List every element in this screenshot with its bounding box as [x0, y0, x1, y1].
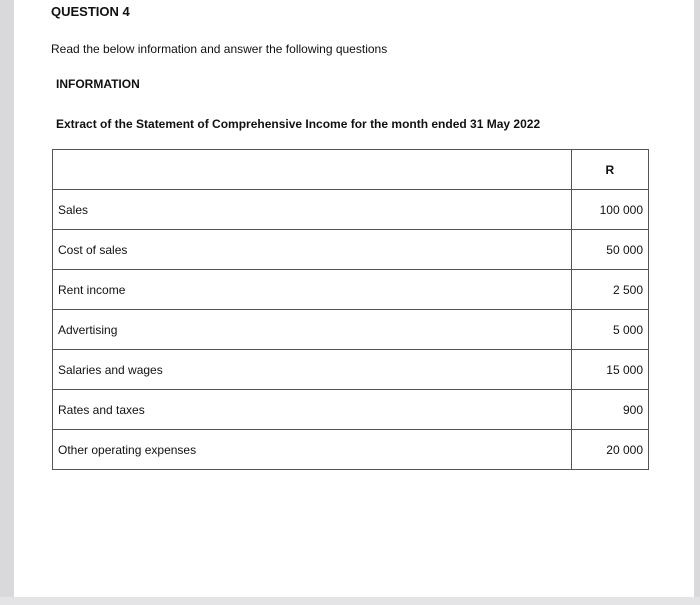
- row-label: Other operating expenses: [53, 430, 572, 470]
- income-statement-table: [52, 149, 649, 470]
- information-heading: INFORMATION: [56, 77, 140, 91]
- table-row: [53, 390, 649, 430]
- table-header-row: [53, 150, 649, 190]
- table-row: [53, 230, 649, 270]
- question-title: QUESTION 4: [51, 4, 130, 19]
- table-row: [53, 310, 649, 350]
- row-amount: 2 500: [571, 270, 648, 310]
- row-label: Sales: [53, 190, 572, 230]
- extract-title: Extract of the Statement of Comprehensive Income for the month ended 31 May 2022: [56, 117, 541, 131]
- row-amount: 5 000: [571, 310, 648, 350]
- table-row: [53, 430, 649, 470]
- document-page: [14, 0, 694, 597]
- table-header-description: [53, 150, 572, 190]
- table-row: [53, 350, 649, 390]
- row-label: Salaries and wages: [53, 350, 572, 390]
- row-amount: 900: [571, 390, 648, 430]
- row-label: Advertising: [53, 310, 572, 350]
- row-label: Rent income: [53, 270, 572, 310]
- row-amount: 15 000: [571, 350, 648, 390]
- table-row: [53, 190, 649, 230]
- row-label: Cost of sales: [53, 230, 572, 270]
- row-label: Rates and taxes: [53, 390, 572, 430]
- instruction-text: Read the below information and answer the following questions: [51, 42, 388, 56]
- table-row: [53, 270, 649, 310]
- row-amount: 50 000: [571, 230, 648, 270]
- table-header-amount: R: [571, 150, 648, 190]
- row-amount: 20 000: [571, 430, 648, 470]
- row-amount: 100 000: [571, 190, 648, 230]
- page-bottom-edge: [0, 597, 700, 605]
